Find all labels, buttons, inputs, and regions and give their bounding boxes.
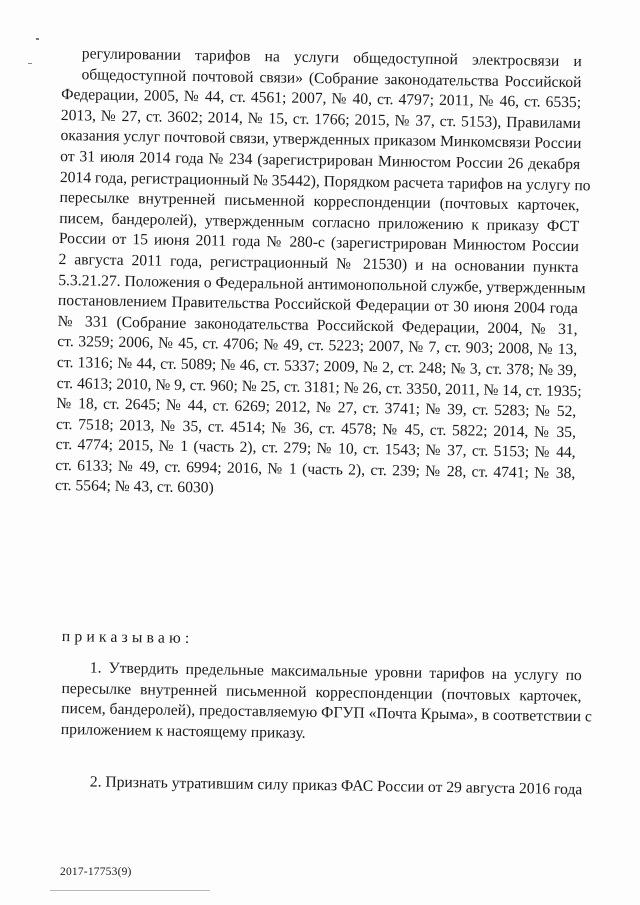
text-line: постановлением Правительства Российской Федерации от 30 июня 2004 года xyxy=(57,292,579,318)
text-line: регулировании тарифов на услуги общедоступной электросвязи и xyxy=(81,45,582,71)
text-line: № 331 (Собрание законодательства Российской Федерации, 2004, № 31, xyxy=(57,312,578,338)
order-item-2 xyxy=(62,772,582,801)
text-line: России от 15 июня 2011 года № 280-с (зарегистрирован Минюстом России xyxy=(58,230,580,256)
text-line: общедоступной почтовой связи» (Собрание законодательства Российской xyxy=(81,65,582,91)
text-line: пересылке внутренней письменной корреспонденции (почтовых карточек, xyxy=(61,679,582,705)
scan-artifact xyxy=(36,38,39,40)
text-line: ст. 6133; № 49, ст. 6994; 2016, № 1 (часть 2), ст. 239; № 28, ст. 4741; № 38, xyxy=(55,456,576,482)
text-line: Федерации, 2005, № 44, ст. 4561; 2007, № 40, ст. 4797; 2011, № 46, ст. 6535; xyxy=(61,86,582,112)
text-line: приложением к настоящему приказу. xyxy=(60,720,306,742)
text-line: 2013, № 27, ст. 3602; 2014, № 15, ст. 1766; 2015, № 37, ст. 5153), Правилами xyxy=(60,106,581,132)
text-line: 1. Утвердить предельные максимальные уровни тарифов на услугу по xyxy=(89,659,582,685)
text-line: 5.3.21.27. Положения о Федеральной антимонопольной службе, утвержденным xyxy=(58,271,586,297)
document-code: 2017-17753(9) xyxy=(60,866,132,878)
text-line: ст. 4774; 2015, № 1 (часть 2), ст. 279; № 10, ст. 1543; № 37, ст. 5153; № 44, xyxy=(55,436,576,462)
text-line: ст. 5564; № 43, ст. 6030) xyxy=(54,477,214,497)
text-line: ст. 3259; 2006, № 45, ст. 4706; № 49, ст. 5223; 2007, № 7, ст. 903; 2008, № 13, xyxy=(57,333,578,359)
text-line: писем, бандеролей), утвержденным согласно приложению к приказу ФСТ xyxy=(59,209,580,235)
text-line: пересылке внутренней письменной корреспонденции (почтовых карточек, xyxy=(59,189,580,215)
footer-divider xyxy=(50,890,210,891)
text-line: ст. 1316; № 44, ст. 5089; № 46, ст. 5337; 2009, № 2, ст. 248; № 3, ст. 378; № 39, xyxy=(56,353,578,380)
text-line: от 31 июля 2014 года № 234 (зарегистрирован Минюстом России 26 декабря xyxy=(60,147,581,174)
order-word-block xyxy=(62,627,582,656)
text-line: писем, бандеролей), предоставляемую ФГУП «Почта Крыма», в соответствии с xyxy=(61,700,593,726)
order-item-1 xyxy=(60,658,593,749)
text-line: 2014 года, регистрационный № 35442), Порядком расчета тарифов на услугу по xyxy=(59,168,591,194)
text-line: 2 августа 2011 года, регистрационный № 21530) и на основании пункта xyxy=(58,250,579,277)
text-line: ст. 7518; 2013, № 35, ст. 4514; № 36, ст. 4578; № 45, ст. 5822; 2014, № 35, xyxy=(55,415,577,441)
text-line: оказания услуг почтовой связи, утвержденных приказом Минкомсвязи России xyxy=(60,127,582,153)
order-word: приказываю: xyxy=(61,627,194,648)
text-line: ст. 4613; 2010, № 9, ст. 960; № 25, ст. 3181; № 26, ст. 3350, 2011, № 14, ст. 1935; xyxy=(56,374,582,400)
text-line: № 18, ст. 2645; № 44, ст. 6269; 2012, № 27, ст. 3741; № 39, ст. 5283; № 52, xyxy=(56,395,577,421)
text-line: 2. Признать утратившим силу приказ ФАС России от 29 августа 2016 года xyxy=(89,773,583,799)
main-paragraph xyxy=(54,44,591,505)
scan-artifact xyxy=(28,63,32,64)
